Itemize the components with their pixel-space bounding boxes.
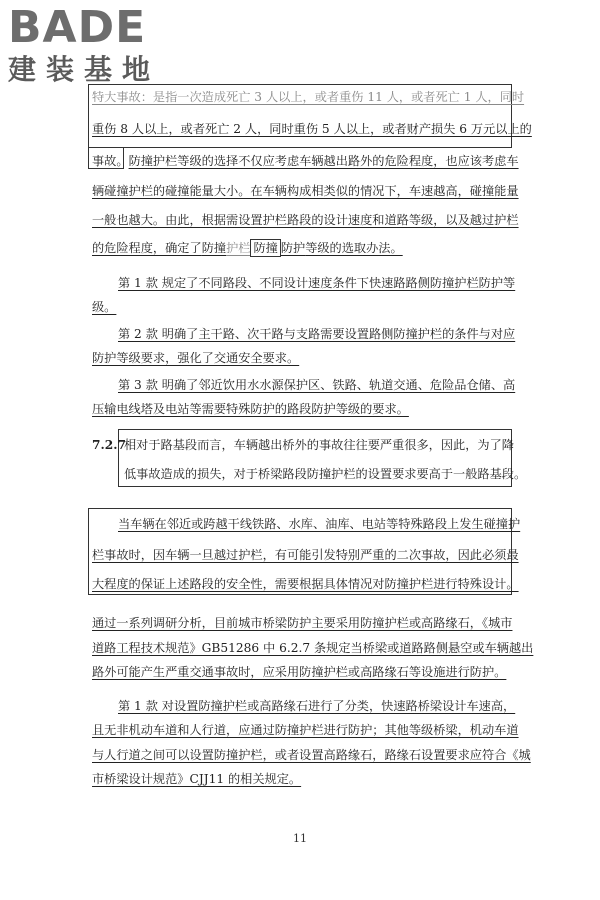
text-line: 重伤 8 人以上，或者死亡 2 人，同时重伤 5 人以上，或者财产损失 6 万元以上的 — [92, 122, 532, 136]
clause-line: 市桥梁设计规范》CJJ11 的相关规定。 — [92, 772, 302, 786]
clause-line: 第 3 款 明确了邻近饮用水水源保护区、铁路、轨道交通、危险品仓储、高 — [118, 378, 516, 392]
text-line: 相对于路基段而言，车辆越出桥外的事故往往要严重很多，因此，为了降 — [124, 438, 514, 452]
clause-line: 第 2 款 明确了主干路、次干路与支路需要设置路侧防撞护栏的条件与对应 — [118, 327, 516, 341]
text-line: 栏事故时，因车辆一旦越过护栏，有可能引发特别严重的二次事故，因此必须最 — [92, 548, 519, 562]
clause-line: 级。 — [92, 300, 117, 314]
text-line: 一般也越大。由此，根据需设置护栏路段的设计速度和道路等级，以及越过护栏 — [92, 213, 519, 227]
text-line: 特大事故：是指一次造成死亡 3 人以上，或者重伤 11 人，或者死亡 1 人，同时 — [92, 90, 525, 104]
clause-line: 与人行道之间可以设置防撞护栏，或者设置高路缘石，路缘石设置要求应符合《城 — [92, 748, 531, 762]
text-line: 道路工程技术规范》GB51286 中 6.2.7 条规定当桥梁或道路路侧悬空或车辆越出 — [92, 641, 534, 655]
clause-line: 第 1 款 规定了不同路段、不同设计速度条件下快速路路侧防撞护栏防护等 — [118, 276, 516, 290]
text-line: 事故。防撞护栏等级的选择不仅应考虑车辆越出路外的危险程度，也应该考虑车 — [92, 154, 519, 168]
text-line: 当车辆在邻近或跨越干线铁路、水库、油库、电站等特殊路段上发生碰撞护 — [118, 517, 521, 531]
text-line: 辆碰撞护栏的碰撞能量大小。在车辆构成相类似的情况下，车速越高，碰撞能量 — [92, 184, 519, 198]
text-line: 的危险程度，确定了防撞护栏 防撞 防护等级的选取办法。 — [92, 241, 403, 255]
logo-mark: BADE — [8, 2, 147, 53]
clause-line: 第 1 款 对设置防撞护栏或高路缘石进行了分类，快速路桥梁设计车速高， — [118, 699, 516, 713]
section-number: 7.2.7 — [92, 438, 126, 452]
text-line: 低事故造成的损失，对于桥梁路段防撞护栏的设置要求要高于一般路基段。 — [124, 467, 527, 481]
clause-line: 压输电线塔及电站等需要特殊防护的路段防护等级的要求。 — [92, 402, 409, 416]
logo-name: 建装基地 — [8, 53, 161, 86]
text-line: 通过一系列调研分析，目前城市桥梁防护主要采用防撞护栏或高路缘石，《城市 — [92, 616, 513, 630]
clause-line: 防护等级要求，强化了交通安全要求。 — [92, 351, 300, 365]
text-line: 路外可能产生严重交通事故时，应采用防撞护栏或高路缘石等设施进行防护。 — [92, 665, 507, 679]
page-number: 11 — [293, 832, 307, 845]
text-line: 大程度的保证上述路段的安全性，需要根据具体情况对防撞护栏进行特殊设计。 — [92, 577, 519, 591]
clause-line: 且无非机动车道和人行道，应通过防撞护栏进行防护；其他等级桥梁，机动车道 — [92, 723, 519, 737]
logo — [8, 2, 161, 86]
